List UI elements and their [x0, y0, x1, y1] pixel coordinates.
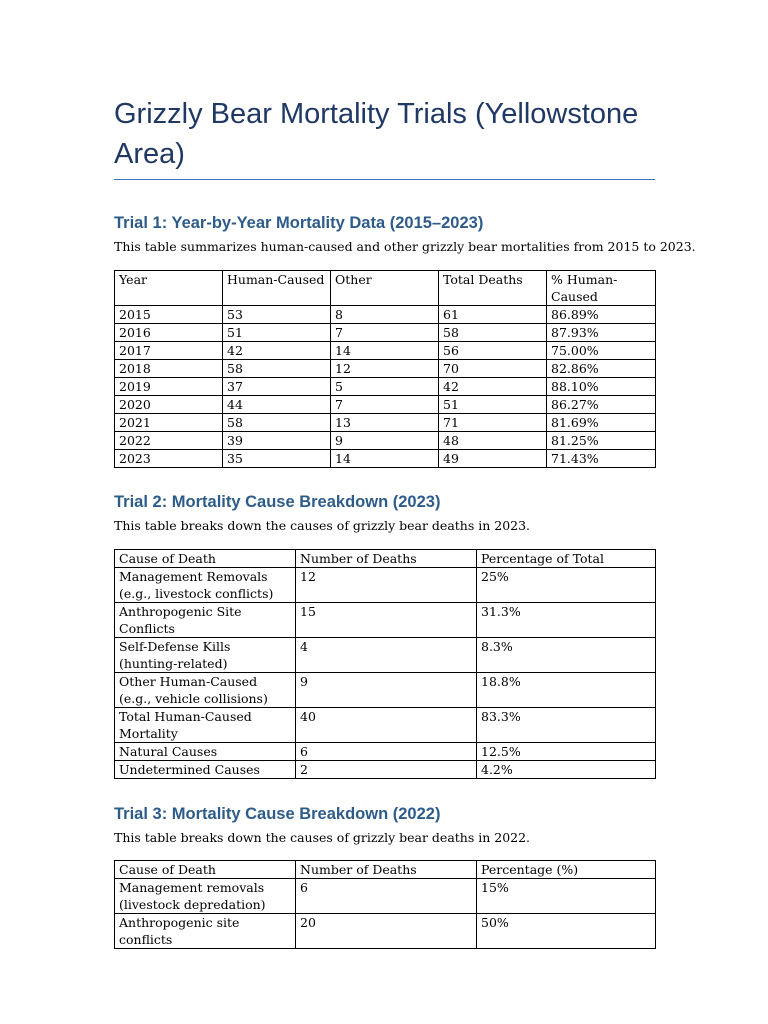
table-cell: 5 — [331, 378, 439, 396]
table-cell: 58 — [223, 414, 331, 432]
table-cell: Total Human-Caused Mortality — [115, 708, 296, 743]
column-header: Number of Deaths — [296, 861, 477, 879]
table-row — [115, 414, 656, 432]
table-cell: 9 — [296, 673, 477, 708]
table-row — [115, 879, 656, 914]
table-row — [115, 324, 656, 342]
table-cell: 81.25% — [547, 432, 656, 450]
table-cell: 12 — [296, 568, 477, 603]
table-cell: 4 — [296, 638, 477, 673]
table-cell: Natural Causes — [115, 743, 296, 761]
table-cell: 6 — [296, 743, 477, 761]
table-cell: 14 — [331, 342, 439, 360]
table-cell: 9 — [331, 432, 439, 450]
table-row — [115, 638, 656, 673]
table-cell: 2021 — [115, 414, 223, 432]
table-cell: 50% — [477, 914, 656, 949]
table-cell: 18.8% — [477, 673, 656, 708]
table-header-row — [115, 861, 656, 879]
trial2-description: This table breaks down the causes of grizzly bear deaths in 2023. — [114, 518, 531, 533]
table-cell: 7 — [331, 396, 439, 414]
table-cell: 15% — [477, 879, 656, 914]
table-cell: Other Human-Caused (e.g., vehicle collisions) — [115, 673, 296, 708]
column-header: Year — [115, 271, 223, 306]
table-row — [115, 360, 656, 378]
table-cell: 53 — [223, 306, 331, 324]
table-row — [115, 708, 656, 743]
table-cell: 49 — [439, 450, 547, 468]
table-cell: 14 — [331, 450, 439, 468]
table-cell: Anthropogenic Site Conflicts — [115, 603, 296, 638]
table-row — [115, 342, 656, 360]
table-cell: 44 — [223, 396, 331, 414]
column-header: Percentage (%) — [477, 861, 656, 879]
table-cell: 61 — [439, 306, 547, 324]
table-cell: 42 — [223, 342, 331, 360]
column-header: Percentage of Total — [477, 550, 656, 568]
table-cell: 83.3% — [477, 708, 656, 743]
table-cell: 2017 — [115, 342, 223, 360]
table-cell: 75.00% — [547, 342, 656, 360]
table-row — [115, 396, 656, 414]
table-cell: 8 — [331, 306, 439, 324]
table-cell: 86.27% — [547, 396, 656, 414]
trial2-heading: Trial 2: Mortality Cause Breakdown (2023) — [114, 493, 441, 511]
table-cell: 6 — [296, 879, 477, 914]
table-header-row — [115, 550, 656, 568]
trial3-heading: Trial 3: Mortality Cause Breakdown (2022) — [114, 805, 441, 823]
table-cell: 82.86% — [547, 360, 656, 378]
table-cell: Undetermined Causes — [115, 761, 296, 779]
table-cell: 2023 — [115, 450, 223, 468]
table-cell: Management removals (livestock depredation) — [115, 879, 296, 914]
table-row — [115, 568, 656, 603]
table-row — [115, 306, 656, 324]
table-cell: 37 — [223, 378, 331, 396]
table-row — [115, 761, 656, 779]
table-cell: 56 — [439, 342, 547, 360]
table-cell: 71.43% — [547, 450, 656, 468]
document-title: Grizzly Bear Mortality Trials (Yellowstone Area) — [114, 98, 639, 170]
column-header: Cause of Death — [115, 550, 296, 568]
table-cell: 4.2% — [477, 761, 656, 779]
table-cell: 2022 — [115, 432, 223, 450]
table-cell: 20 — [296, 914, 477, 949]
table-cell: 13 — [331, 414, 439, 432]
table-cell: 2019 — [115, 378, 223, 396]
trial1-description: This table summarizes human-caused and other grizzly bear mortalities from 2015 to 2023. — [114, 239, 696, 254]
table-cell: 48 — [439, 432, 547, 450]
column-header: Other — [331, 271, 439, 306]
table-row — [115, 450, 656, 468]
table-row — [115, 603, 656, 638]
table-cell: 88.10% — [547, 378, 656, 396]
table-cell: 71 — [439, 414, 547, 432]
table-row — [115, 673, 656, 708]
trial2-table — [114, 549, 656, 779]
table-row — [115, 743, 656, 761]
table-cell: 12.5% — [477, 743, 656, 761]
table-row — [115, 378, 656, 396]
table-cell: 51 — [223, 324, 331, 342]
table-cell: 8.3% — [477, 638, 656, 673]
table-cell: Self-Defense Kills (hunting-related) — [115, 638, 296, 673]
column-header: Total Deaths — [439, 271, 547, 306]
table-cell: 58 — [223, 360, 331, 378]
column-header: % Human-Caused — [547, 271, 656, 306]
table-cell: 81.69% — [547, 414, 656, 432]
table-cell: 2 — [296, 761, 477, 779]
table-cell: 42 — [439, 378, 547, 396]
table-cell: Management Removals (e.g., livestock conflicts) — [115, 568, 296, 603]
trial3-description: This table breaks down the causes of grizzly bear deaths in 2022. — [114, 830, 531, 845]
column-header: Number of Deaths — [296, 550, 477, 568]
trial3-table — [114, 860, 656, 949]
table-cell: 35 — [223, 450, 331, 468]
table-cell: 2020 — [115, 396, 223, 414]
table-row — [115, 914, 656, 949]
table-cell: 2015 — [115, 306, 223, 324]
column-header: Cause of Death — [115, 861, 296, 879]
table-cell: 86.89% — [547, 306, 656, 324]
trial1-table — [114, 270, 656, 468]
table-row — [115, 432, 656, 450]
table-cell: 15 — [296, 603, 477, 638]
table-cell: 2016 — [115, 324, 223, 342]
table-cell: 70 — [439, 360, 547, 378]
table-cell: 40 — [296, 708, 477, 743]
table-cell: 12 — [331, 360, 439, 378]
table-cell: 87.93% — [547, 324, 656, 342]
table-cell: 39 — [223, 432, 331, 450]
trial1-heading: Trial 1: Year-by-Year Mortality Data (2015–2023) — [114, 214, 484, 232]
title-underline — [114, 179, 655, 180]
table-cell: 2018 — [115, 360, 223, 378]
column-header: Human-Caused — [223, 271, 331, 306]
table-cell: Anthropogenic site conflicts — [115, 914, 296, 949]
table-cell: 58 — [439, 324, 547, 342]
table-cell: 25% — [477, 568, 656, 603]
table-cell: 31.3% — [477, 603, 656, 638]
table-cell: 7 — [331, 324, 439, 342]
table-header-row — [115, 271, 656, 306]
table-cell: 51 — [439, 396, 547, 414]
